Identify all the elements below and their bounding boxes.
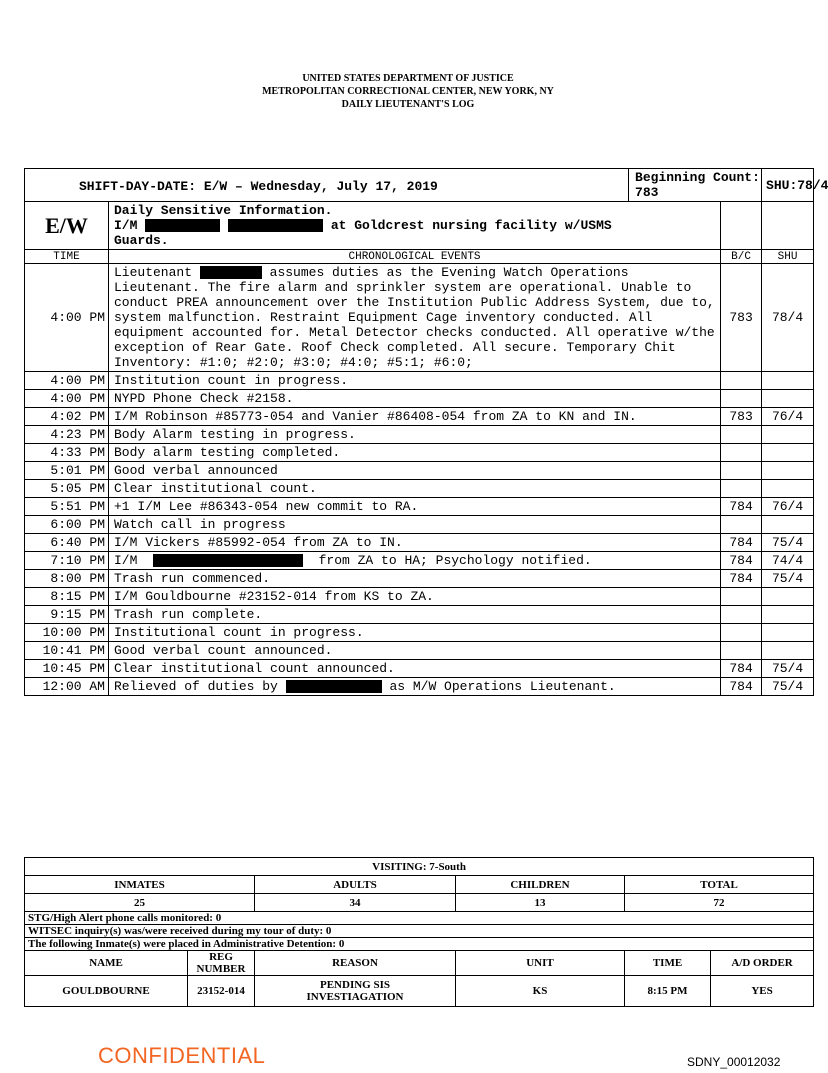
event-shu xyxy=(762,426,814,444)
visiting-children: 13 xyxy=(456,894,625,912)
event-bc xyxy=(721,624,762,642)
bates-number: SDNY_00012032 xyxy=(687,1055,781,1069)
event-shu: 76/4 xyxy=(762,408,814,426)
event-bc xyxy=(721,516,762,534)
log-row xyxy=(25,606,814,624)
event-shu xyxy=(762,588,814,606)
visiting-values-row xyxy=(25,894,814,912)
event-time: 10:00 PM xyxy=(25,624,109,642)
visiting-title: VISITING: 7-South xyxy=(25,858,814,876)
event-text: Institution count in progress. xyxy=(109,372,721,390)
log-row xyxy=(25,408,814,426)
col-events: CHRONOLOGICAL EVENTS xyxy=(109,250,721,264)
event-time: 5:01 PM xyxy=(25,462,109,480)
col-bc: B/C xyxy=(721,250,762,264)
redaction xyxy=(286,680,382,693)
event-text: I/M from ZA to HA; Psychology notified. xyxy=(109,552,721,570)
event-text: I/M Gouldbourne #23152-014 from KS to ZA. xyxy=(109,588,721,606)
log-row xyxy=(25,624,814,642)
event-bc: 784 xyxy=(721,534,762,552)
detention-name: GOULDBOURNE xyxy=(25,976,188,1007)
visiting-adults: 34 xyxy=(255,894,456,912)
log-row-opening xyxy=(25,264,814,372)
event-shu: 75/4 xyxy=(762,534,814,552)
event-text: Institutional count in progress. xyxy=(109,624,721,642)
visiting-detention-table xyxy=(24,857,814,1007)
event-bc xyxy=(721,606,762,624)
beginning-count: Beginning Count: 783 xyxy=(629,169,762,202)
header-line-2: METROPOLITAN CORRECTIONAL CENTER, NEW YORK, NY xyxy=(262,86,554,97)
document-header xyxy=(0,72,816,111)
event-bc xyxy=(721,588,762,606)
event-bc xyxy=(721,642,762,660)
event-text: Lieutenant assumes duties as the Evening Watch Operations Lieutenant. The fire alarm and sprinkler system are operational. Unable to conduct PREA announcement over the Institution Public Address System, due to, system malfunction. Restraint Equipment Cage inventory conducted. All equipment accounted for. Metal Detector checks conducted. All operative w/the exception of Rear Gate. Roof Check completed. All secure. Temporary Chit Inventory: #1:0; #2:0; #3:0; #4:0; #5:1; #6:0; xyxy=(109,264,721,372)
event-bc xyxy=(721,444,762,462)
event-shu xyxy=(762,390,814,408)
visiting-inmates: 25 xyxy=(25,894,255,912)
event-time: 6:00 PM xyxy=(25,516,109,534)
visiting-header-row: INMATES ADULTS CHILDREN TOTAL xyxy=(25,876,814,894)
event-shu: 75/4 xyxy=(762,660,814,678)
log-row xyxy=(25,552,814,570)
log-row-closing xyxy=(25,678,814,696)
event-time: 10:41 PM xyxy=(25,642,109,660)
event-time: 10:45 PM xyxy=(25,660,109,678)
event-shu xyxy=(762,444,814,462)
event-text: Good verbal count announced. xyxy=(109,642,721,660)
log-row xyxy=(25,480,814,498)
event-text: Clear institutional count announced. xyxy=(109,660,721,678)
event-bc xyxy=(721,372,762,390)
col-time: TIME xyxy=(25,250,109,264)
event-shu xyxy=(762,606,814,624)
log-row xyxy=(25,390,814,408)
event-time: 4:33 PM xyxy=(25,444,109,462)
sensitive-info xyxy=(109,202,721,250)
event-bc: 784 xyxy=(721,660,762,678)
redaction xyxy=(153,554,303,567)
event-text: +1 I/M Lee #86343-054 new commit to RA. xyxy=(109,498,721,516)
event-text: Good verbal announced xyxy=(109,462,721,480)
event-shu: 76/4 xyxy=(762,498,814,516)
event-text: NYPD Phone Check #2158. xyxy=(109,390,721,408)
sensitive-info-row xyxy=(25,202,814,250)
lieutenant-log-table xyxy=(24,168,828,696)
event-shu xyxy=(762,624,814,642)
event-shu: 75/4 xyxy=(762,570,814,588)
event-text: Body Alarm testing in progress. xyxy=(109,426,721,444)
log-row xyxy=(25,660,814,678)
detention-header-row: NAME REG NUMBER REASON UNIT TIME A/D ORDER xyxy=(25,951,814,976)
event-time: 4:23 PM xyxy=(25,426,109,444)
event-text: Relieved of duties by as M/W Operations Lieutenant. xyxy=(109,678,721,696)
detention-order: YES xyxy=(711,976,814,1007)
event-bc: 783 xyxy=(721,264,762,372)
event-bc: 784 xyxy=(721,498,762,516)
event-time: 8:00 PM xyxy=(25,570,109,588)
detention-reg: 23152-014 xyxy=(188,976,255,1007)
event-shu xyxy=(762,480,814,498)
sensitive-line-3: Guards. xyxy=(114,233,169,248)
header-line-3: DAILY LIEUTENANT'S LOG xyxy=(341,99,475,110)
event-time: 4:00 PM xyxy=(25,390,109,408)
log-row xyxy=(25,642,814,660)
event-time: 4:00 PM xyxy=(25,372,109,390)
event-shu xyxy=(762,642,814,660)
event-time: 5:51 PM xyxy=(25,498,109,516)
event-bc xyxy=(721,426,762,444)
log-row xyxy=(25,588,814,606)
log-row xyxy=(25,462,814,480)
log-row xyxy=(25,372,814,390)
event-time: 4:02 PM xyxy=(25,408,109,426)
event-text: I/M Vickers #85992-054 from ZA to IN. xyxy=(109,534,721,552)
event-shu: 75/4 xyxy=(762,678,814,696)
event-text: Trash run commenced. xyxy=(109,570,721,588)
log-row xyxy=(25,444,814,462)
event-text: I/M Robinson #85773-054 and Vanier #86408-054 from ZA to KN and IN. xyxy=(109,408,721,426)
event-time: 8:15 PM xyxy=(25,588,109,606)
confidential-stamp: CONFIDENTIAL xyxy=(98,1043,266,1068)
event-bc: 784 xyxy=(721,570,762,588)
event-text: Body alarm testing completed. xyxy=(109,444,721,462)
redaction xyxy=(200,266,262,279)
event-text: Trash run complete. xyxy=(109,606,721,624)
event-time: 7:10 PM xyxy=(25,552,109,570)
event-bc: 784 xyxy=(721,552,762,570)
header-line-1: UNITED STATES DEPARTMENT OF JUSTICE xyxy=(302,73,514,84)
log-row xyxy=(25,570,814,588)
redaction xyxy=(145,219,220,232)
note-admin-detention: The following Inmate(s) were placed in Administrative Detention: 0 xyxy=(25,938,814,951)
event-bc xyxy=(721,462,762,480)
shift-day-date: SHIFT-DAY-DATE: E/W – Wednesday, July 17, 2019 xyxy=(25,169,629,202)
event-shu: 74/4 xyxy=(762,552,814,570)
event-shu: 78/4 xyxy=(762,264,814,372)
event-bc: 784 xyxy=(721,678,762,696)
event-shu xyxy=(762,516,814,534)
event-bc xyxy=(721,480,762,498)
event-bc xyxy=(721,390,762,408)
event-bc: 783 xyxy=(721,408,762,426)
event-time: 6:40 PM xyxy=(25,534,109,552)
event-time: 12:00 AM xyxy=(25,678,109,696)
event-shu xyxy=(762,372,814,390)
shift-code: E/W xyxy=(25,202,109,250)
shift-header-row xyxy=(25,169,814,202)
detention-unit: KS xyxy=(456,976,625,1007)
event-shu xyxy=(762,462,814,480)
event-time: 4:00 PM xyxy=(25,264,109,372)
col-shu: SHU xyxy=(762,250,814,264)
log-row xyxy=(25,534,814,552)
event-text: Watch call in progress xyxy=(109,516,721,534)
detention-time: 8:15 PM xyxy=(625,976,711,1007)
shu-count: SHU:78/4 xyxy=(762,169,814,202)
log-row xyxy=(25,426,814,444)
note-witsec: WITSEC inquiry(s) was/were received during my tour of duty: 0 xyxy=(25,925,814,938)
detention-reason: PENDING SIS INVESTIAGATION xyxy=(255,976,456,1007)
note-stg: STG/High Alert phone calls monitored: 0 xyxy=(25,912,814,925)
log-row xyxy=(25,498,814,516)
event-time: 5:05 PM xyxy=(25,480,109,498)
event-time: 9:15 PM xyxy=(25,606,109,624)
event-text: Clear institutional count. xyxy=(109,480,721,498)
log-row xyxy=(25,516,814,534)
visiting-total: 72 xyxy=(625,894,814,912)
column-header-row xyxy=(25,250,814,264)
sensitive-title: Daily Sensitive Information. xyxy=(114,203,333,218)
detention-row xyxy=(25,976,814,1007)
sensitive-line: I/M at Goldcrest nursing facility w/USMS xyxy=(114,218,612,233)
redaction xyxy=(228,219,323,232)
